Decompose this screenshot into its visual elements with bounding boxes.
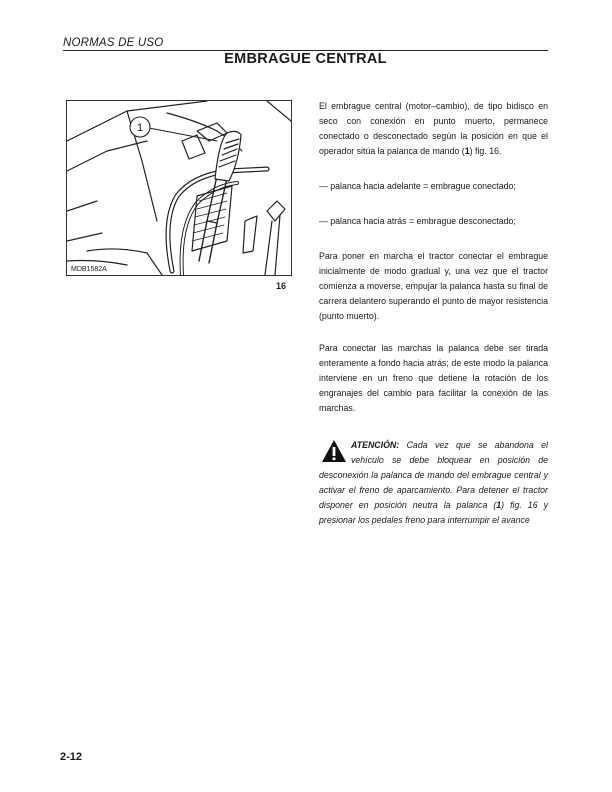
figure-callout-label: 1 — [136, 122, 144, 134]
figure-code: MDB1582A — [71, 266, 107, 273]
p1-ref: 1 — [464, 146, 470, 156]
page-title: EMBRAGUE CENTRAL — [224, 51, 387, 67]
warning-text-end: ) fig. 16 y presionar los pedales freno para interrumpir el avance — [319, 500, 548, 525]
warning-text: Cada vez que se abandona el vehículo se debe bloquear en posición de desconexión la palanca de mando del embrague central y activar el freno de aparcamiento. Para detener el tractor disponer en posición neutra la palanca ( — [319, 440, 548, 510]
warning-block — [319, 438, 548, 528]
paragraph-start-tractor: Para poner en marcha el tractor conectar el embrague inicialmente de modo gradual y, una vez que el tractor comienza a moverse, empujar la palanca hasta su final de carrera delantero superando el punto de mayor resistencia (punto muerto). — [319, 251, 548, 321]
list-item-forward: — palanca hacia adelante = embrague conectado; — [319, 181, 516, 191]
p1-text-end: ) fig. 16. — [469, 146, 502, 156]
warning-triangle-icon — [321, 438, 347, 464]
figure-number: 16 — [276, 281, 287, 291]
warning-ref: 1 — [496, 500, 502, 510]
list-item-backward: — palanca hacia atrás = embrague desconectado; — [319, 216, 516, 226]
body-text — [319, 99, 548, 528]
section-header: NORMAS DE USO — [63, 37, 548, 51]
p1-text: El embrague central (motor–cambio), de tipo bidisco en seco con conexión en punto muerto, permanece conectado o desconectado según la posición en que el operador sitúa la palanca de mando ( — [319, 101, 548, 156]
warning-title: ATENCIÓN: — [351, 440, 400, 450]
paragraph-engage-gears: Para conectar las marchas la palanca debe ser tirada enteramente a fondo hacia atrás; de este modo la palanca interviene en un freno que detiene la rotación de los engranajes del cambio para facilitar la conexión de las marchas. — [319, 343, 548, 413]
figure-illustration — [66, 100, 292, 276]
page-number: 2-12 — [60, 751, 83, 763]
clutch-lever-drawing — [67, 101, 291, 275]
paragraph-clutch-description — [319, 99, 548, 159]
